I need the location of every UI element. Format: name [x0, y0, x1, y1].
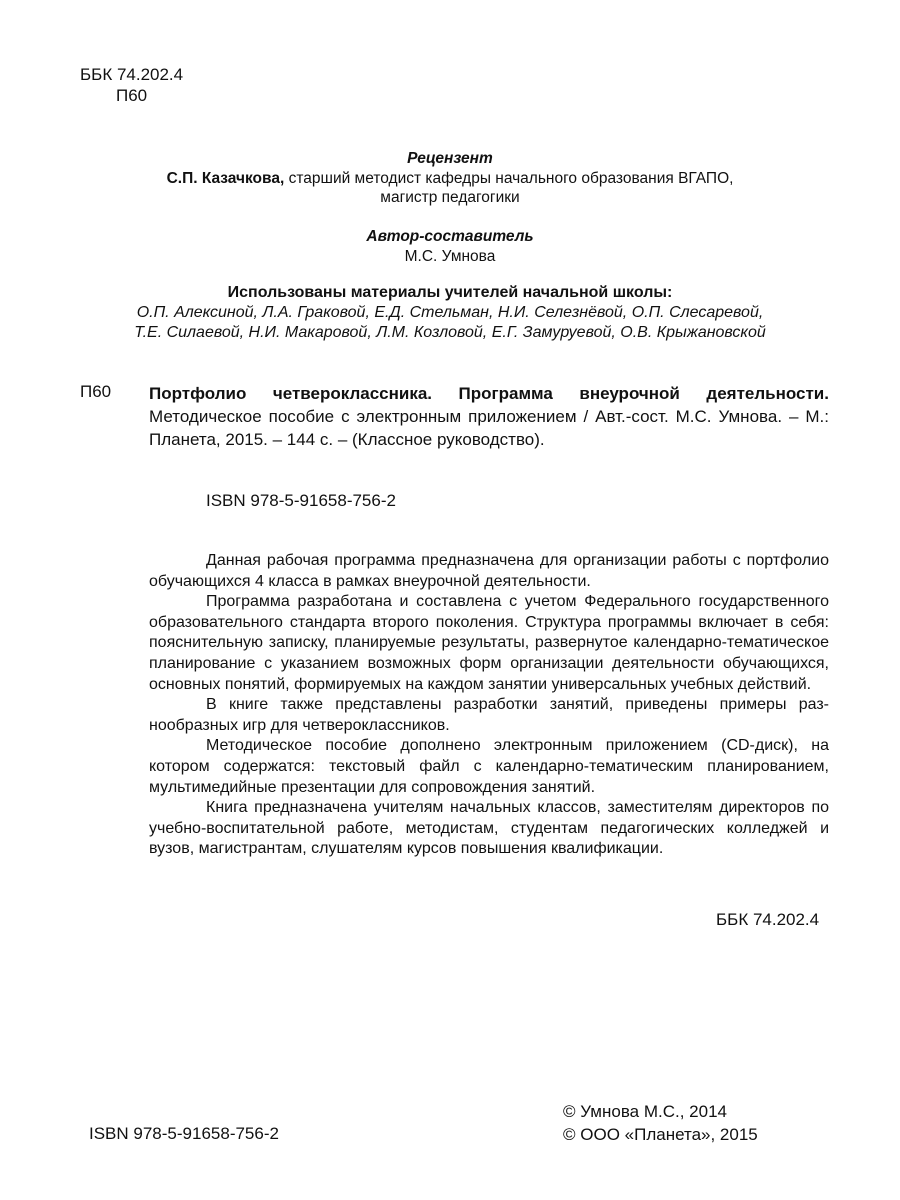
footer-isbn: ISBN 978-5-91658-756-2 — [89, 1124, 279, 1143]
reviewer-line-2: магистр педагогики — [380, 189, 520, 206]
annotation — [149, 551, 829, 860]
annotation-paragraph: Книга предназначена учителям начальных классов, заместителям директоров по учебно-воспитательной работе, методистам, студентам педагогических колледжей и вузов, магистрантам, слушателям курсов повышения квалификации. — [149, 799, 829, 858]
bbk-code: ББК 74.202.4 — [80, 65, 184, 84]
materials-heading: Использованы материалы учителей начальной школы: — [227, 284, 673, 301]
bibliographic-entry — [149, 382, 829, 451]
reviewer-line-1 — [0, 169, 900, 188]
bbk-code-bottom: ББК 74.202.4 — [716, 910, 820, 929]
annotation-paragraph: Методическое пособие дополнено электронным приложением (CD-диск), на котором содержатся: текстовый файл с календарно-тематическим планированием, мультимедийные презентации для сопровождения занятий. — [149, 737, 829, 796]
entry-isbn: ISBN 978-5-91658-756-2 — [206, 491, 396, 510]
book-title: Портфолио четвероклассника. Программа внеурочной деятельности. — [149, 384, 829, 403]
bbk-block-top — [80, 64, 183, 106]
entry-author-mark: П60 — [80, 382, 112, 401]
author-mark: П60 — [116, 86, 148, 105]
materials-line-1: О.П. Алексиной, Л.А. Граковой, Е.Д. Стельман, Н.И. Селезнёвой, О.П. Слесаревой, — [136, 304, 764, 321]
copyright-publisher: © ООО «Планета», 2015 — [563, 1125, 758, 1144]
copyright-block — [563, 1100, 758, 1146]
compiler-name: М.С. Умнова — [404, 248, 496, 265]
annotation-paragraph: Данная рабочая программа предназначена для организации работы с портфолио обучающихся 4 класса в рамках внеурочной деятельности. — [149, 552, 829, 590]
annotation-paragraph: Программа разработана и составлена с учетом Федерального государственного образовательного стандарта второго поколения. Структура программы включает в себя: пояснительную записку, планируемые результаты, развернутое календарно-тематическое планирование с указанием возможных форм организации деятельности обучающихся, основных понятий, формируемых на каждом занятии универсальных учебных действий. — [149, 593, 829, 693]
annotation-paragraph: В книге также представлены разработки занятий, приведены примеры разнообразных игр для четвероклассников. — [149, 696, 829, 734]
compiler-heading: Автор-составитель — [366, 228, 534, 245]
copyright-author: © Умнова М.С., 2014 — [563, 1102, 727, 1121]
book-description: Методическое пособие с электронным приложением / Авт.-сост. М.С. Умнова. – М.: Планета, 2015. – 144 с. – (Классное руководство). — [149, 407, 829, 449]
reviewer-name: С.П. Казачкова, — [166, 170, 285, 187]
reviewer-heading: Рецензент — [407, 150, 493, 167]
reviewer-position: старший методист кафедры начального образования ВГАПО, — [284, 170, 734, 187]
materials-line-2: Т.Е. Силаевой, Н.И. Макаровой, Л.М. Козловой, Е.Г. Замуруевой, О.В. Крыжановской — [134, 324, 766, 341]
